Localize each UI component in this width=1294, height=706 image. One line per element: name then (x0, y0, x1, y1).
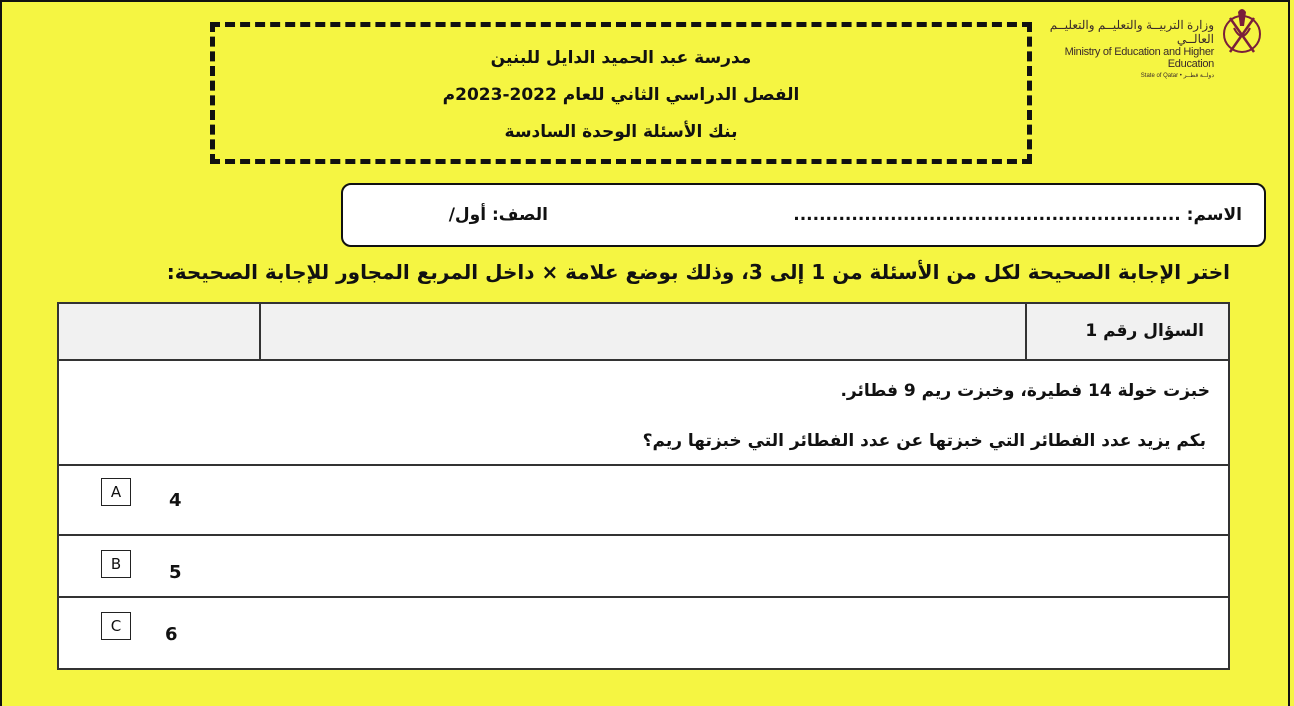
option-value-c: 6 (165, 624, 178, 645)
school-header-box (210, 22, 1032, 164)
ministry-logo (1026, 4, 1264, 79)
ministry-name-ar: وزارة التربيــة والتعليــم والتعليــم العالــي (1049, 18, 1214, 46)
option-value-b: 5 (169, 562, 182, 583)
qatar-emblem-icon (1220, 4, 1264, 66)
instruction-text: اختر الإجابة الصحيحة لكل من الأسئلة من 1 إلى 3، وذلك بوضع علامة × داخل المربع المجاور للإجابة الصحيحة: (166, 260, 1230, 284)
ministry-name-en: Ministry of Education and Higher Education (1064, 46, 1214, 70)
option-checkbox-a[interactable]: A (101, 478, 131, 506)
state-label: State of Qatar • دولــة قطــر (1140, 73, 1214, 79)
header-cell-divider (259, 304, 261, 359)
question-stem (59, 361, 1228, 466)
question-table (57, 302, 1230, 670)
option-value-a: 4 (169, 490, 182, 511)
answer-option-c[interactable] (59, 598, 1228, 668)
question-stem-line-2: بكم يزيد عدد الفطائر التي خبزتها عن عدد الفطائر التي خبزتها ريم؟ (642, 431, 1206, 451)
student-class-field[interactable]: الصف: أول/ (448, 205, 548, 225)
student-name-field[interactable]: الاسم: ............................................................ (793, 205, 1242, 225)
header-cell-divider (1025, 304, 1027, 359)
question-stem-line-1: خبزت خولة 14 فطيرة، وخبزت ريم 9 فطائر. (840, 381, 1210, 401)
option-checkbox-c[interactable]: C (101, 612, 131, 640)
answer-option-a[interactable] (59, 466, 1228, 536)
term-label: الفصل الدراسي الثاني للعام 2022-2023م (442, 84, 800, 105)
question-header-row (59, 304, 1228, 361)
ministry-logo-text (1026, 18, 1214, 79)
option-checkbox-b[interactable]: B (101, 550, 131, 578)
answer-option-b[interactable] (59, 536, 1228, 598)
school-name: مدرسة عبد الحميد الدايل للبنين (490, 47, 752, 68)
question-number-label: السؤال رقم 1 (1085, 321, 1204, 341)
question-bank-title: بنك الأسئلة الوحدة السادسة (504, 122, 738, 143)
student-info-bar (341, 183, 1266, 247)
